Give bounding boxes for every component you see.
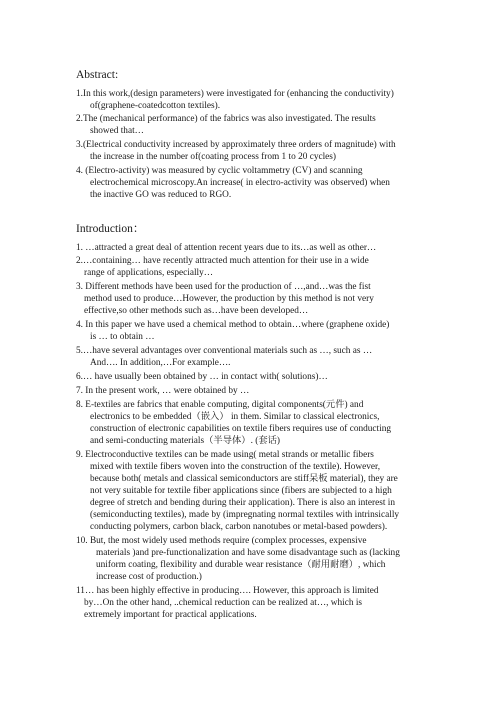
- intro-line: (semiconducting textiles), made by (impregnating normal textiles with intrinsically: [90, 510, 400, 520]
- abstract-line: 3.(Electrical conductivity increased by approximately three orders of magnitude) with: [76, 140, 396, 150]
- abstract-line: electrochemical microscopy.An increase( in electro-activity was observed) when: [90, 178, 390, 188]
- abstract-heading: Abstract:: [76, 69, 119, 81]
- intro-line: range of applications, especially…: [84, 268, 214, 278]
- intro-line: 3. Different methods have been used for the production of …,and…was the fist: [76, 282, 371, 292]
- abstract-line: 1.In this work,(design parameters) were investigated for (enhancing the conductivity): [76, 89, 394, 99]
- intro-line: increase cost of production.): [96, 572, 202, 582]
- intro-line: not very suitable for textile fiber applications since (fibers are subjected to a high: [90, 486, 392, 496]
- intro-line: 5.…have several advantages over conventional materials such as …, such as …: [76, 346, 373, 356]
- intro-line: 6.… have usually been obtained by … in contact with( solutions)…: [76, 372, 328, 382]
- intro-line: 2.…containing… have recently attracted much attention for their use in a wide: [76, 256, 369, 266]
- abstract-line: of(graphene-coatedcotton textiles).: [90, 101, 221, 111]
- intro-line: mixed with textile fibers woven into the construction of the textile). However,: [90, 462, 381, 472]
- abstract-line: the increase in the number of(coating process from 1 to 20 cycles): [90, 152, 337, 162]
- intro-line: 11… has been highly effective in producing…. However, this approach is limited: [76, 586, 379, 596]
- intro-line: electronics to be embedded（嵌入） in them. Similar to classical electronics,: [90, 412, 380, 422]
- intro-line: 10. But, the most widely used methods require (complex processes, expensive: [76, 536, 367, 546]
- intro-line: 8. E-textiles are fabrics that enable computing, digital components(元件) and: [76, 400, 364, 410]
- abstract-line: 2.The (mechanical performance) of the fabrics was also investigated. The results: [76, 114, 376, 124]
- intro-line: and semi-conducting materials（半导体）. (套话): [90, 436, 281, 446]
- intro-line: because both( metals and classical semiconductors are stiff呆板 material), they are: [90, 474, 398, 484]
- intro-line: method used to produce…However, the production by this method is not very: [84, 294, 374, 304]
- abstract-line: 4. (Electro-activity) was measured by cyclic voltammetry (CV) and scanning: [76, 166, 363, 176]
- intro-line: uniform coating, flexibility and durable wear resistance（耐用耐磨）, which: [96, 560, 386, 570]
- intro-line: construction of electronic capabilities on textile fibers requires use of conducting: [90, 424, 392, 434]
- intro-line: conducting polymers, carbon black, carbon nanotubes or metal-based powders).: [90, 522, 388, 532]
- intro-line: 7. In the present work, … were obtained by …: [76, 386, 250, 396]
- intro-line: 1. …attracted a great deal of attention recent years due to its…as well as other…: [76, 243, 377, 253]
- abstract-line: showed that…: [90, 126, 144, 136]
- intro-line: materials )and pre-functionalization and have some disadvantage such as (lacking: [96, 548, 400, 558]
- intro-line: And…. In addition,…For example….: [90, 358, 231, 368]
- intro-line: by…On the other hand, ..chemical reduction can be realized at…, which is: [84, 598, 363, 608]
- abstract-line: the inactive GO was reduced to RGO.: [90, 190, 232, 200]
- intro-line: is … to obtain …: [90, 332, 155, 342]
- intro-line: effective,so other methods such as…have been developed…: [84, 306, 309, 316]
- introduction-heading: Introduction：: [76, 223, 145, 235]
- intro-line: 9. Electroconductive textiles can be made using( metal strands or metallic fibers: [76, 450, 374, 460]
- intro-line: 4. In this paper we have used a chemical method to obtain…where (graphene oxide): [76, 320, 390, 330]
- intro-line: extremely important for practical applications.: [84, 610, 257, 620]
- intro-line: degree of stretch and bending during their application). There is also an interest in: [90, 498, 395, 508]
